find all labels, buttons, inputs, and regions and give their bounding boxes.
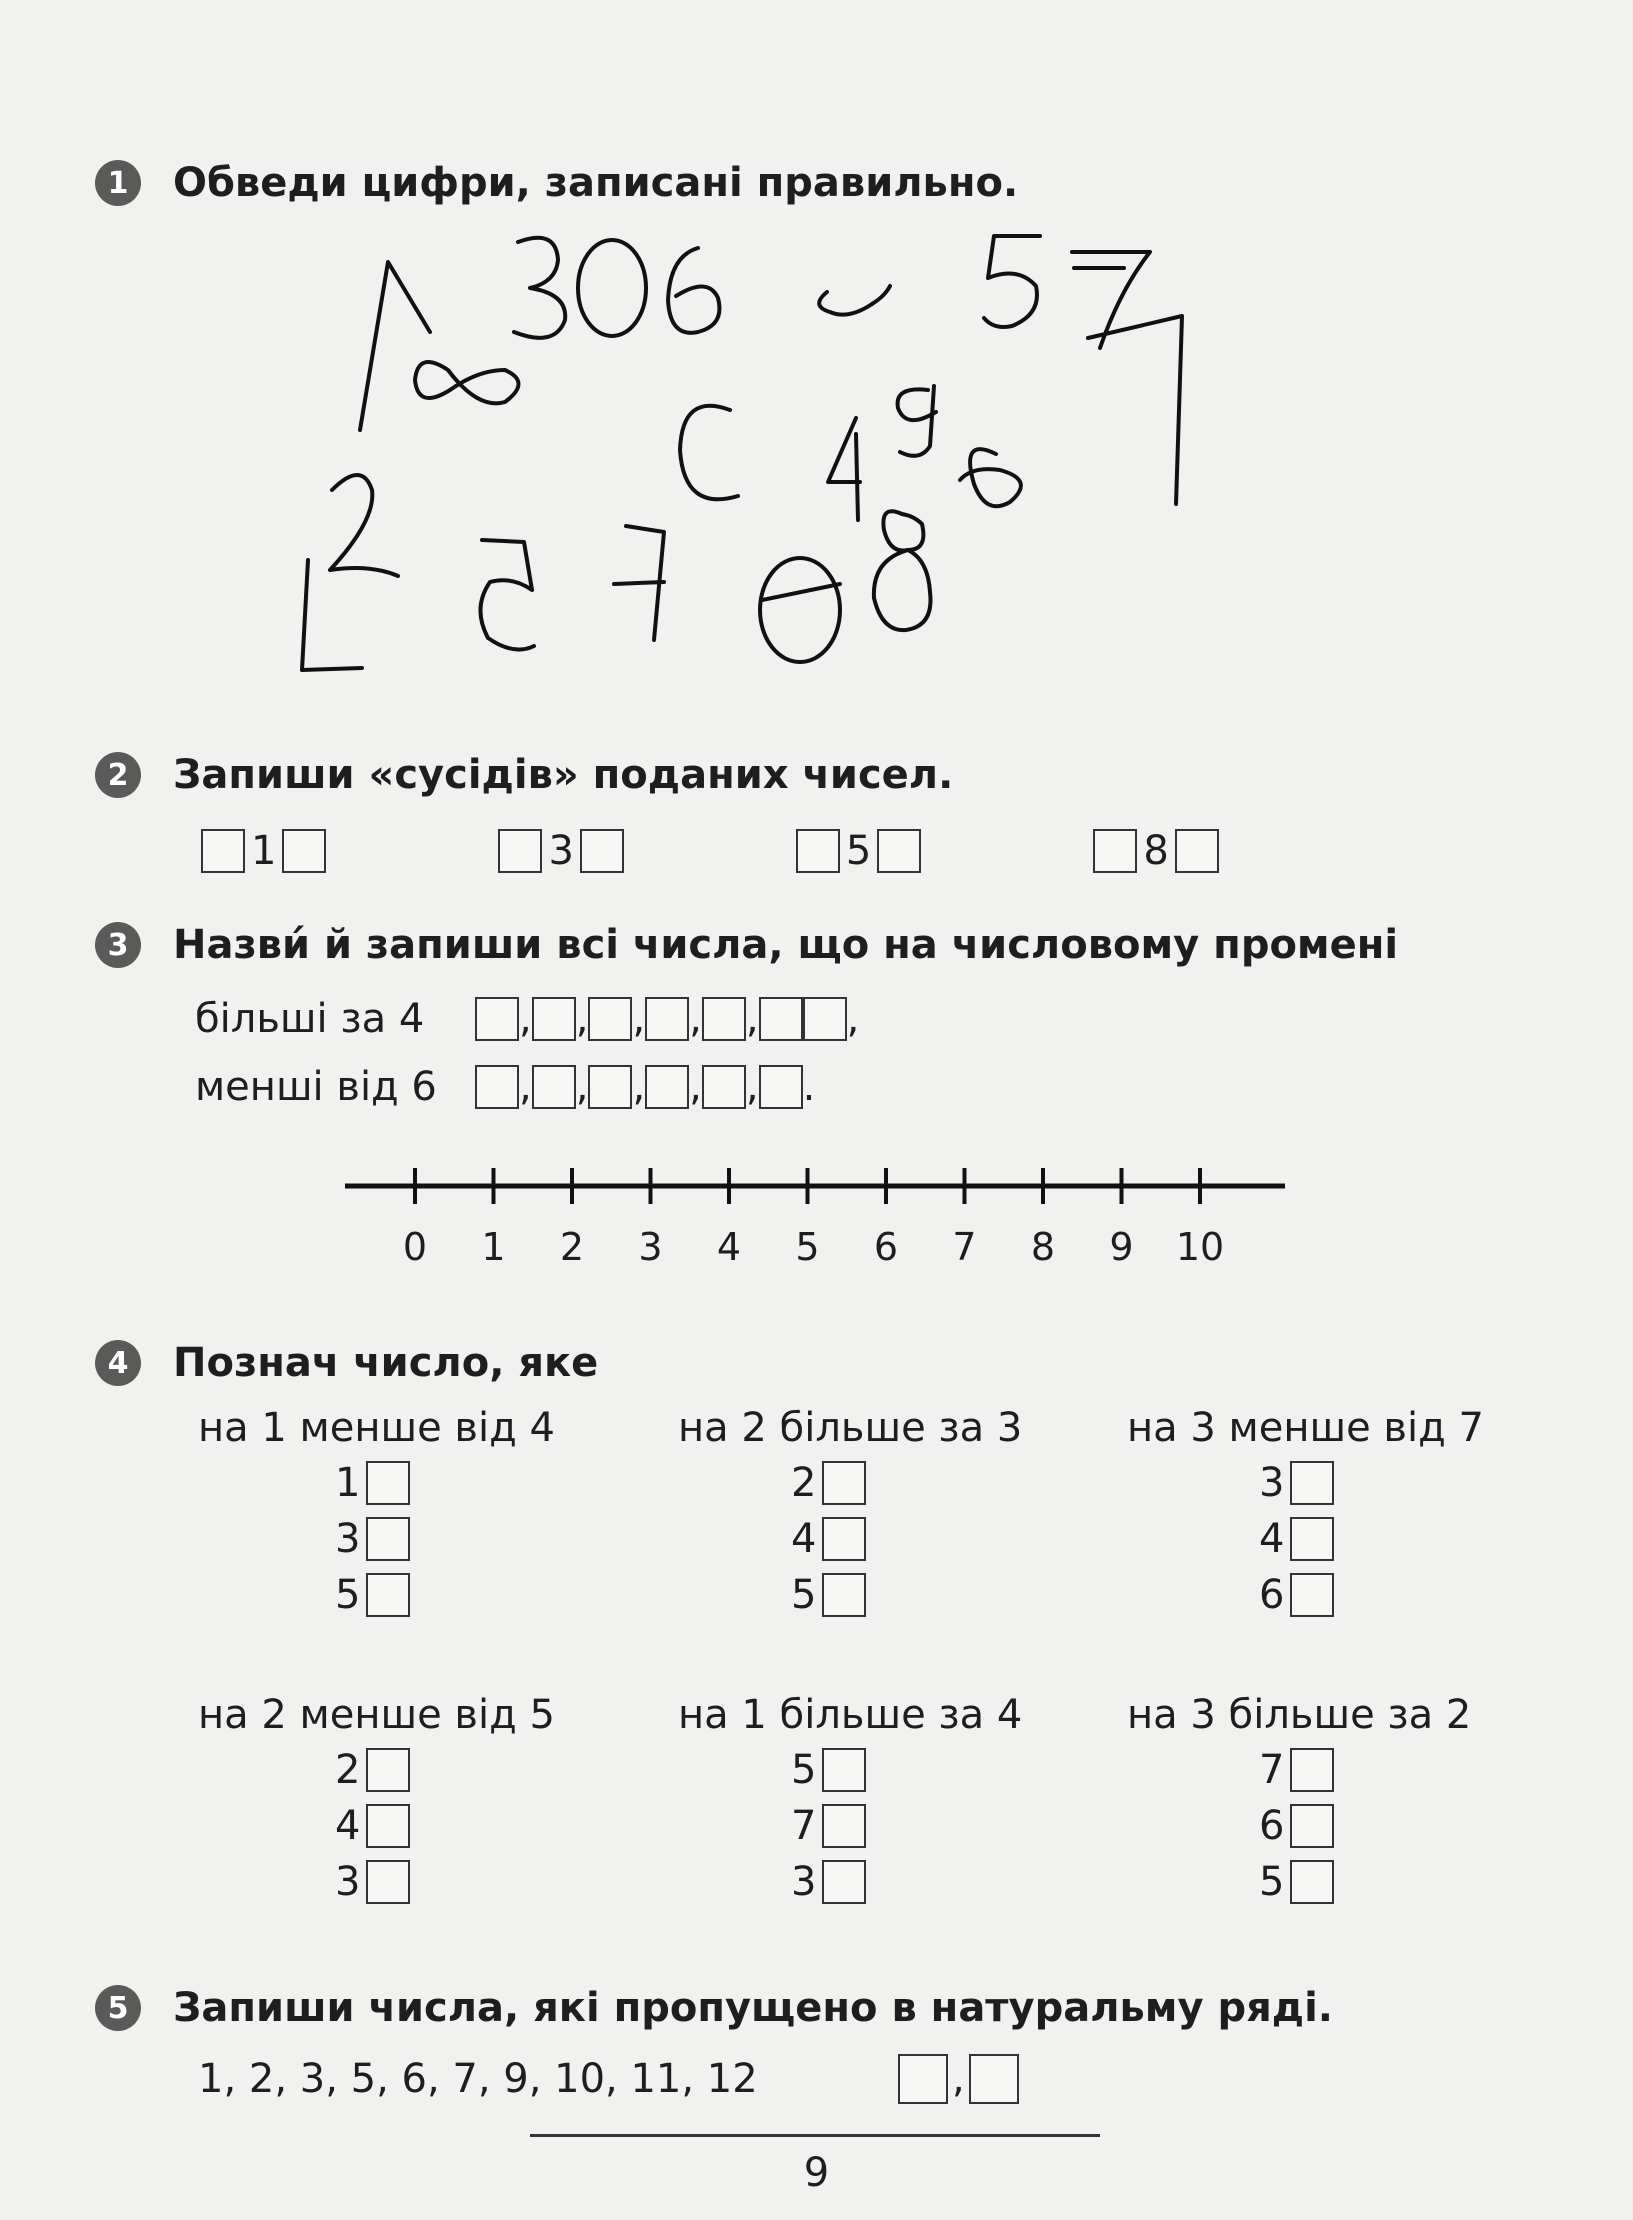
digit-0: [578, 240, 646, 336]
task-4-header: [95, 1340, 598, 1386]
choice-label: на 3 менше від 7: [1127, 1405, 1484, 1451]
digit-9: [898, 386, 936, 456]
task-title: Запиши «сусідів» поданих чисел.: [173, 752, 954, 798]
choice-option: 3: [335, 1511, 555, 1567]
digit-5: [984, 236, 1040, 327]
digit-2-reversed: [960, 449, 1021, 506]
less-label: менші від 6: [195, 1064, 437, 1110]
answer-box[interactable]: [580, 829, 624, 873]
task-5-header: [95, 1985, 1333, 2031]
task-number-badge: 1: [95, 160, 141, 206]
answer-box[interactable]: [645, 1065, 689, 1109]
choice-option: 3: [335, 1854, 555, 1910]
answer-box[interactable]: [877, 829, 921, 873]
given-number: 8: [1143, 828, 1169, 874]
answer-box[interactable]: [645, 997, 689, 1041]
checkbox[interactable]: [1290, 1573, 1334, 1617]
answer-box[interactable]: [588, 997, 632, 1041]
checkbox[interactable]: [822, 1517, 866, 1561]
task-number-badge: 4: [95, 1340, 141, 1386]
number-sequence: 1, 2, 3, 5, 6, 7, 9, 10, 11, 12: [198, 2056, 758, 2102]
choice-option: 4: [335, 1798, 555, 1854]
choice-option: 3: [791, 1854, 1022, 1910]
digit-0-crossed: [760, 558, 840, 662]
digit-1-mirrored: [360, 262, 430, 430]
given-number: 3: [548, 828, 574, 874]
checkbox[interactable]: [366, 1748, 410, 1792]
letter-l: [302, 560, 362, 670]
answer-box[interactable]: [969, 2054, 1019, 2104]
choice-option: 5: [791, 1742, 1022, 1798]
choice-option: 1: [335, 1455, 555, 1511]
digit-6: [668, 248, 719, 333]
answer-box[interactable]: [201, 829, 245, 873]
answer-box[interactable]: [759, 997, 803, 1041]
task-1-header: [95, 160, 1018, 206]
tick-label: 1: [481, 1225, 506, 1269]
answer-box[interactable]: [702, 1065, 746, 1109]
choice-group: [198, 1405, 555, 1623]
answer-box[interactable]: [1175, 829, 1219, 873]
choice-label: на 2 більше за 3: [678, 1405, 1023, 1451]
answer-box[interactable]: [532, 997, 576, 1041]
choice-option: 6: [1259, 1798, 1471, 1854]
answer-box[interactable]: [759, 1065, 803, 1109]
choice-option: 2: [335, 1742, 555, 1798]
choice-label: на 2 менше від 5: [198, 1692, 555, 1738]
answer-box[interactable]: [532, 1065, 576, 1109]
tick-label: 8: [1030, 1225, 1056, 1269]
neighbor-group: [492, 828, 629, 874]
choice-option: 7: [791, 1798, 1022, 1854]
task-2-header: [95, 752, 953, 798]
choice-label: на 1 менше від 4: [198, 1405, 555, 1451]
checkbox[interactable]: [366, 1573, 410, 1617]
digit-4: [828, 418, 860, 520]
choice-option: 5: [1259, 1854, 1471, 1910]
checkbox[interactable]: [366, 1517, 410, 1561]
digit-3: [514, 238, 565, 338]
choice-label: на 1 більше за 4: [678, 1692, 1023, 1738]
choice-group: [198, 1692, 555, 1910]
answer-box[interactable]: [498, 829, 542, 873]
digit-2-mirrored: [819, 286, 890, 315]
tick-label: 4: [716, 1225, 742, 1269]
digit-8: [874, 511, 931, 630]
task-number-badge: 2: [95, 752, 141, 798]
task-number-badge: 3: [95, 922, 141, 968]
given-number: 1: [251, 828, 277, 874]
digit-7-second: [614, 526, 664, 640]
tick-label: 9: [1109, 1225, 1134, 1269]
given-number: 5: [845, 828, 872, 874]
checkbox[interactable]: [1290, 1517, 1334, 1561]
neighbor-group: [1087, 828, 1224, 874]
footer-rule: [530, 2134, 1100, 2137]
checkbox[interactable]: [822, 1748, 866, 1792]
page-number: 9: [803, 2150, 830, 2196]
choice-group: [1127, 1692, 1471, 1910]
tick-label: 3: [638, 1225, 663, 1269]
checkbox[interactable]: [822, 1461, 866, 1505]
tick-label: 6: [873, 1225, 899, 1269]
task-number-badge: 5: [95, 1985, 141, 2031]
tick-label: 10: [1175, 1225, 1225, 1269]
checkbox[interactable]: [1290, 1804, 1334, 1848]
choice-option: 5: [335, 1567, 555, 1623]
checkbox[interactable]: [1290, 1860, 1334, 1904]
choice-option: 4: [791, 1511, 1022, 1567]
greater-than-row: більші за 4 , , , , , ,: [195, 996, 860, 1042]
checkbox[interactable]: [822, 1573, 866, 1617]
checkbox[interactable]: [1290, 1461, 1334, 1505]
choice-option: 4: [1259, 1511, 1484, 1567]
task-title: Назви́ й запиши всі числа, що на числовому промені: [173, 922, 1399, 968]
answer-box[interactable]: [475, 997, 519, 1041]
choice-option: 6: [1259, 1567, 1484, 1623]
answer-box[interactable]: [282, 829, 326, 873]
digit-2: [330, 475, 398, 576]
choice-group: [678, 1692, 1022, 1910]
answer-box[interactable]: [803, 997, 847, 1041]
answer-box[interactable]: [588, 1065, 632, 1109]
checkbox[interactable]: [822, 1860, 866, 1904]
answer-box[interactable]: [898, 2054, 948, 2104]
answer-box[interactable]: [796, 829, 840, 873]
checkbox[interactable]: [366, 1804, 410, 1848]
task-3-header: [95, 922, 1398, 968]
choice-option: 7: [1259, 1742, 1471, 1798]
task-title: Познач число, яке: [173, 1340, 599, 1386]
checkbox[interactable]: [1290, 1748, 1334, 1792]
neighbor-group: [790, 828, 927, 874]
less-than-row: менші від 6 , , , , , .: [195, 1064, 816, 1110]
task-title: Запиши числа, які пропущено в натуральму ряді.: [173, 1985, 1333, 2031]
letter-c: [680, 406, 738, 500]
answer-box[interactable]: [702, 997, 746, 1041]
neighbors-row: [195, 828, 1225, 874]
choice-group: [678, 1405, 1022, 1623]
choice-group: [1127, 1405, 1484, 1623]
checkbox[interactable]: [366, 1461, 410, 1505]
sequence-row: 1, 2, 3, 5, 6, 7, 9, 10, 11, 12 ,: [198, 2054, 1019, 2104]
choice-option: 3: [1259, 1455, 1484, 1511]
tick-label: 2: [559, 1225, 585, 1269]
checkbox[interactable]: [366, 1860, 410, 1904]
tick-label: 5: [795, 1225, 820, 1269]
answer-box[interactable]: [475, 1065, 519, 1109]
checkbox[interactable]: [822, 1804, 866, 1848]
choice-option: 2: [791, 1455, 1022, 1511]
choice-label: на 3 більше за 2: [1127, 1692, 1472, 1738]
task-title: Обведи цифри, записані правильно.: [173, 160, 1019, 206]
handwritten-digits: [300, 220, 1320, 680]
choice-option: 5: [791, 1567, 1022, 1623]
digit-8-sideways: [415, 362, 519, 403]
tick-label: 0: [402, 1225, 428, 1269]
answer-box[interactable]: [1093, 829, 1137, 873]
tick-label: 7: [952, 1225, 977, 1269]
greater-label: більші за 4: [195, 996, 425, 1042]
neighbor-group: [195, 828, 332, 874]
digit-5-mirrored: [480, 540, 534, 650]
